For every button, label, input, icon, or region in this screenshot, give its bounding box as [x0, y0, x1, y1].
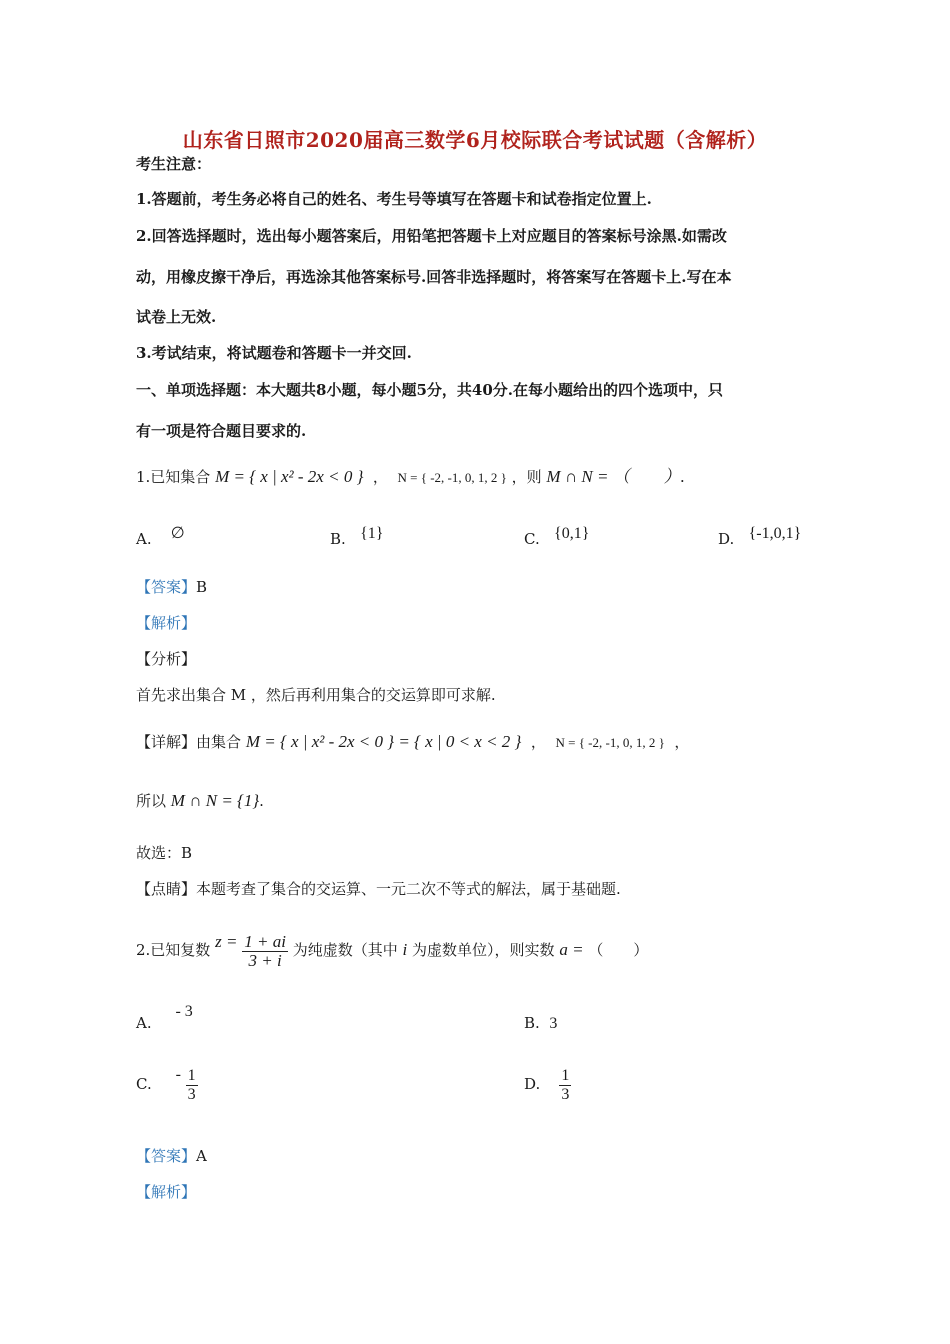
q1-expr: M ∩ N = （ ）. [546, 467, 685, 486]
q1-option-c: C. {0,1} [524, 525, 590, 548]
notice-line-2: 2.回答选择题时，选出每小题答案后，用铅笔把答题卡上对应题目的答案标号涂黑.如需改 [136, 227, 727, 245]
q2-option-d: D. $\frac{1}{3}$ [524, 1066, 570, 1103]
q1-fenxi: 首先求出集合 M ，然后再利用集合的交运算即可求解. [136, 686, 496, 704]
notice-line-3: 动，用橡皮擦干净后，再选涂其他答案标号.回答非选择题时，将答案写在答题卡上.写在本 [136, 268, 732, 286]
q1-analysis-tag: 【解析】 [136, 614, 197, 632]
q2-z: z = [215, 932, 238, 951]
q1-option-b: B. {1} [330, 525, 384, 548]
question-1: 1.已知集合 M = { x | x² - 2x < 0 } ， N = { -2, -1, 0, 1, 2 } ，则 M ∩ N = （ ）. [136, 467, 685, 486]
notice-line-1: 1.答题前，考生务必将自己的姓名、考生号等填写在答题卡和试卷指定位置上. [136, 190, 652, 208]
q1-answer: 【答案】B [136, 578, 208, 596]
q1-detail-expr: M = { x | x² - 2x < 0 } = { x | 0 < x < 2 } [245, 732, 522, 751]
q2-answer: 【答案】A [136, 1147, 207, 1165]
notice-line-4: 试卷上无效. [136, 308, 217, 326]
section-heading-2: 有一项是符合题目要求的. [136, 422, 307, 440]
q1-set-n: N = { -2, -1, 0, 1, 2 } [397, 470, 507, 485]
q1-prefix: 1.已知集合 [136, 468, 211, 486]
q2-option-b: B. 3 [524, 1014, 558, 1032]
question-2: 2.已知复数 z = $\frac{1 + ai}{3 + i}$ 为纯虚数（其中 i 为虚数单位），则实数 a = （ ） [136, 931, 649, 970]
q2-analysis-tag: 【解析】 [136, 1183, 197, 1201]
q1-so-expr: M ∩ N = {1} [170, 791, 260, 810]
q2-fraction: $\frac{1 + ai}{3 + i}$ [244, 931, 286, 970]
notice-heading: 考生注意： [136, 155, 212, 173]
q1-fenxi-tag: 【分析】 [136, 650, 197, 668]
q1-choose: 故选：B [136, 844, 193, 862]
q1-so: 所以 M ∩ N = {1}. [136, 791, 264, 810]
q2-option-c: C. - $\frac{1}{3}$ [136, 1066, 196, 1103]
page-title: 山东省日照市2020届高三数学6月校际联合考试试题（含解析） [182, 128, 768, 152]
q1-set-m: M = { x | x² - 2x < 0 } [215, 467, 364, 486]
q1-option-d: D. {-1,0,1} [718, 525, 802, 548]
notice-line-5: 3.考试结束，将试题卷和答题卡一并交回. [136, 344, 412, 362]
q1-option-a: A. ∅ [136, 525, 185, 548]
q1-detail: 【详解】由集合 M = { x | x² - 2x < 0 } = { x | 0 < x < 2 } ， N = { -2, -1, 0, 1, 2 } ， [136, 732, 690, 751]
section-heading-1: 一、单项选择题：本大题共8小题，每小题5分，共40分.在每小题给出的四个选项中，只 [136, 381, 723, 399]
q2-option-a: A. - 3 [136, 1003, 193, 1032]
q1-detail-n: N = { -2, -1, 0, 1, 2 } [555, 735, 665, 750]
q1-ask: ，则 [511, 468, 542, 486]
q1-comment: 【点睛】本题考查了集合的交运算、一元二次不等式的解法，属于基础题. [136, 880, 621, 898]
